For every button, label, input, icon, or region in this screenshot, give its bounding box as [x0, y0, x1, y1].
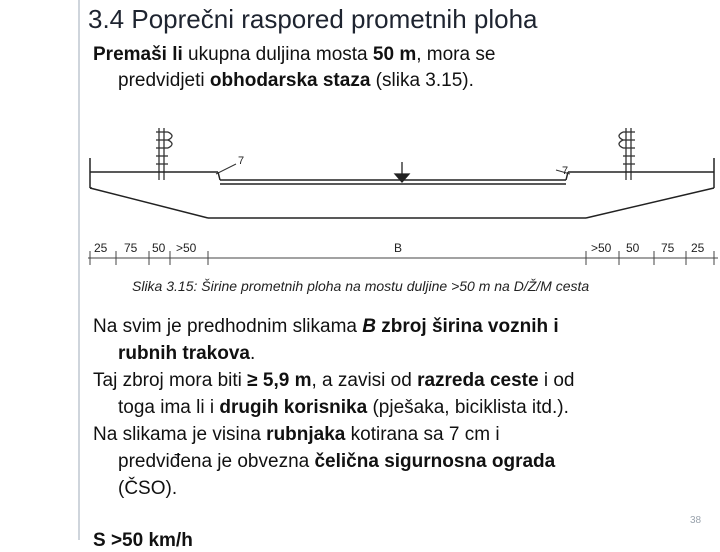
- intro-paragraph: [93, 42, 693, 94]
- p2-text-4: toga ima li i: [118, 397, 220, 418]
- p3-text-4: (ČSO).: [118, 478, 178, 499]
- p2-bold-2: razreda ceste: [417, 370, 539, 391]
- slide-title: 3.4 Poprečni raspored prometnih ploha: [88, 4, 538, 34]
- dim-label-right-4: 25: [691, 241, 705, 255]
- p3-text-3: predviđena je obvezna: [118, 451, 315, 472]
- p3-bold-1: rubnjaka: [266, 424, 346, 445]
- p2-bold-3: drugih korisnika: [219, 397, 368, 418]
- dim-label-right-1: >50: [591, 241, 612, 255]
- dim-label-right-2: 50: [626, 241, 640, 255]
- p1-bold-b: B: [362, 316, 376, 337]
- p2-text-2: , a zavisi od: [311, 370, 418, 391]
- curb-leaders: [216, 164, 570, 174]
- p1-text-2: .: [249, 343, 256, 364]
- p2-text-5: (pješaka, biciklista itd.).: [367, 397, 569, 418]
- curb-label-right: 7: [562, 165, 569, 177]
- dim-label-left-2: 75: [124, 241, 138, 255]
- bridge-cross-section-figure: [86, 118, 720, 276]
- paragraph-curb-height: [93, 421, 713, 502]
- p2-bold-1: ≥ 5,9 m: [247, 370, 312, 391]
- p2-text-1: Taj zbroj mora biti: [93, 370, 248, 391]
- intro-bold-2: 50 m: [372, 44, 417, 65]
- p1-bold-3: rubnih trakova: [118, 343, 250, 364]
- dim-label-left-4: >50: [176, 241, 197, 255]
- p1-line-2: [93, 340, 713, 367]
- cutoff-text-line: S >50 km/h: [93, 530, 193, 551]
- intro-line-1: [93, 42, 693, 68]
- dim-label-left-1: 25: [94, 241, 108, 255]
- intro-text-3: predvidjeti: [118, 70, 210, 91]
- p1-text-1: Na svim je predhodnim slikama: [93, 316, 363, 337]
- p3-line-3: [93, 475, 713, 502]
- intro-text-4: (slika 3.15).: [370, 70, 474, 91]
- p3-text-2: kotirana sa 7 cm i: [345, 424, 500, 445]
- p3-line-2: [93, 448, 713, 475]
- dim-label-right-3: 75: [661, 241, 675, 255]
- dim-label-center: B: [394, 241, 403, 255]
- intro-bold-1: Premaši li: [93, 44, 183, 65]
- p2-line-2: [93, 394, 713, 421]
- dim-label-left-3: 50: [152, 241, 166, 255]
- paragraph-min-width: [93, 367, 713, 421]
- intro-line-2: [93, 68, 693, 94]
- p3-text-1: Na slikama je visina: [93, 424, 267, 445]
- figure-caption: Slika 3.15: Širine prometnih ploha na mostu duljine >50 m na D/Ž/M cesta: [132, 278, 590, 294]
- p2-text-3: i od: [538, 370, 575, 391]
- center-axis-mark: [395, 162, 409, 182]
- p1-bold-2: zbroj širina voznih i: [376, 316, 559, 337]
- p3-bold-2: čelična sigurnosna ograda: [314, 451, 556, 472]
- curb-label-left: 7: [238, 155, 245, 167]
- body-text: [93, 313, 713, 502]
- dimension-labels: [94, 241, 705, 255]
- page-number: 38: [690, 515, 702, 526]
- intro-text-2: , mora se: [416, 44, 496, 65]
- intro-text-1: ukupna duljina mosta: [182, 44, 373, 65]
- paragraph-b-definition: [93, 313, 713, 367]
- intro-bold-3: obhodarska staza: [209, 70, 371, 91]
- slide-left-rule: [78, 0, 80, 540]
